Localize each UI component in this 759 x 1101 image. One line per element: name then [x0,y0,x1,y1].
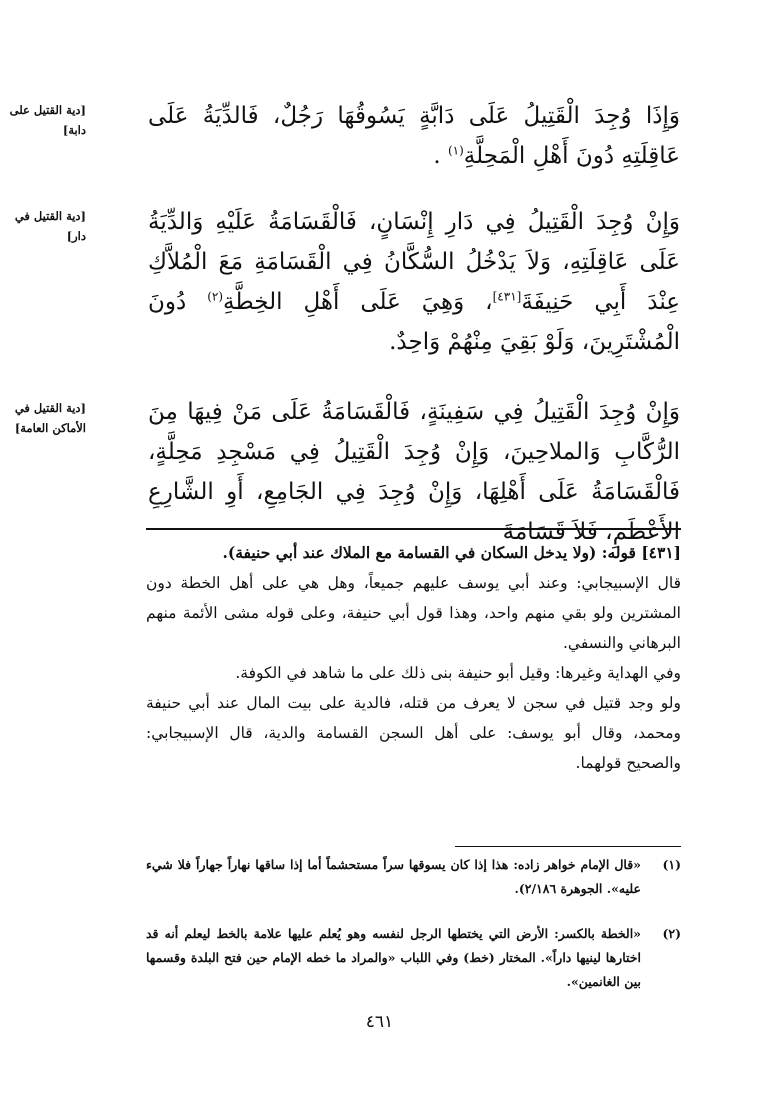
footnote-ref: (١) [447,143,464,158]
main-paragraph [148,96,680,176]
commentary-paragraph: ولو وجد قتيل في سجن لا يعرف من قتله، فالدية على بيت المال عند أبي حنيفة ومحمد، وقال أبو يوسف: على أهل السجن القسامة والدية، قال الإسبيجابي: والصحيح قولهما. [146,694,681,772]
margin-note: [دية القتيل في دار] [14,209,86,243]
commentary-paragraph: قال الإسبيجابي: وعند أبي يوسف عليهم جميعاً، وهل هي على أهل الخطة دون المشترين ولو بقي منهم واحد، وهذا قول أبي حنيفة، وعلى قوله مشى الأئمة منهم البرهاني والنسفي. [146,574,681,652]
paragraph-text: وَإِنْ وُجِدَ الْقَتِيلُ فِي دَارِ إِنْسَانٍ، فَالْقَسَامَةُ عَلَيْهِ وَالدِّيَةُ عَلَى عَاقِلَتِهِ، وَلاَ يَدْخُلُ السُّكَّانُ فِي الْقَسَامَةِ مَعَ الْمُلاَّكِ عِنْدَ أَبِي حَنِيفَةَ [148,209,681,315]
commentary-paragraph: وفي الهداية وغيرها: وقيل أبو حنيفة بنى ذلك على ما شاهد في الكوفة. [235,664,681,682]
commentary-heading: [٤٣١] قوله: (ولا يدخل السكان في القسامة مع الملاك عند أبي حنيفة). [222,543,681,562]
footnote [146,922,681,994]
separator-line [146,528,681,530]
footnote [146,853,681,901]
footnote-text: «قال الإمام خواهر زاده: هذا إذا كان يسوقها سراً مستحشماً أما إذا ساقها نهاراً جهاراً فلا شيء عليه». الجوهرة ٢/١٨٦). [146,857,641,896]
footnote-ref: (٢) [207,289,224,304]
margin-note: [دية القتيل في الأماكن العامة] [14,401,86,435]
paragraph-text: وَإِذَا وُجِدَ الْقَتِيلُ عَلَى دَابَّةٍ يَسُوقُهَا رَجُلٌ، فَالدِّيَةُ عَلَى عَاقِلَتِهِ دُونَ أَهْلِ الْمَحِلَّةِ [148,103,680,169]
footnote-number: (٢) [662,926,681,941]
footnote-text: «الخطة بالكسر: الأرض التي يختطها الرجل لنفسه وهو يُعلم عليها علامة بالخط ليعلم أنه قد اختارها لينيها داراً». المختار (خط) وفي اللباب «والمراد ما خطه الإمام حين فتح البلدة وقسمها بين الغانمين». [146,926,641,989]
paragraph-text: ، وَهِيَ عَلَى أَهْلِ الخِطَّةِ [223,289,493,315]
commentary [146,538,681,778]
paragraph-end: . [433,143,441,169]
page-number: ٤٦١ [365,1012,394,1032]
paragraph-text: وَإِنْ وُجِدَ الْقَتِيلُ فِي سَفِينَةٍ، فَالْقَسَامَةُ عَلَى مَنْ فِيهَا مِنَ الرُّكَّابِ وَالملاحِينَ، وَإِنْ وُجِدَ الْقَتِيلُ فِي مَسْجِدِ مَحِلَّةٍ، فَالْقَسَامَةُ عَلَى أَهْلِهَا، وَإِنْ وُجِدَ فِي الجَامِعِ، أَوِ الشَّارِعِ الأَعْظَمِ، فَلاَ قَسَامَةَ [148,399,680,545]
margin-note: [دية القتيل على دابة] [9,103,86,137]
main-paragraph [148,202,680,362]
footnote-separator [455,846,681,847]
footnote-number: (١) [662,857,681,872]
commentary-ref: [٤٣١] [492,289,522,304]
paragraph-end: دُونَ الْمُشْتَرِينَ، وَلَوْ بَقِيَ مِنْهُمْ وَاحِدٌ. [148,289,680,355]
